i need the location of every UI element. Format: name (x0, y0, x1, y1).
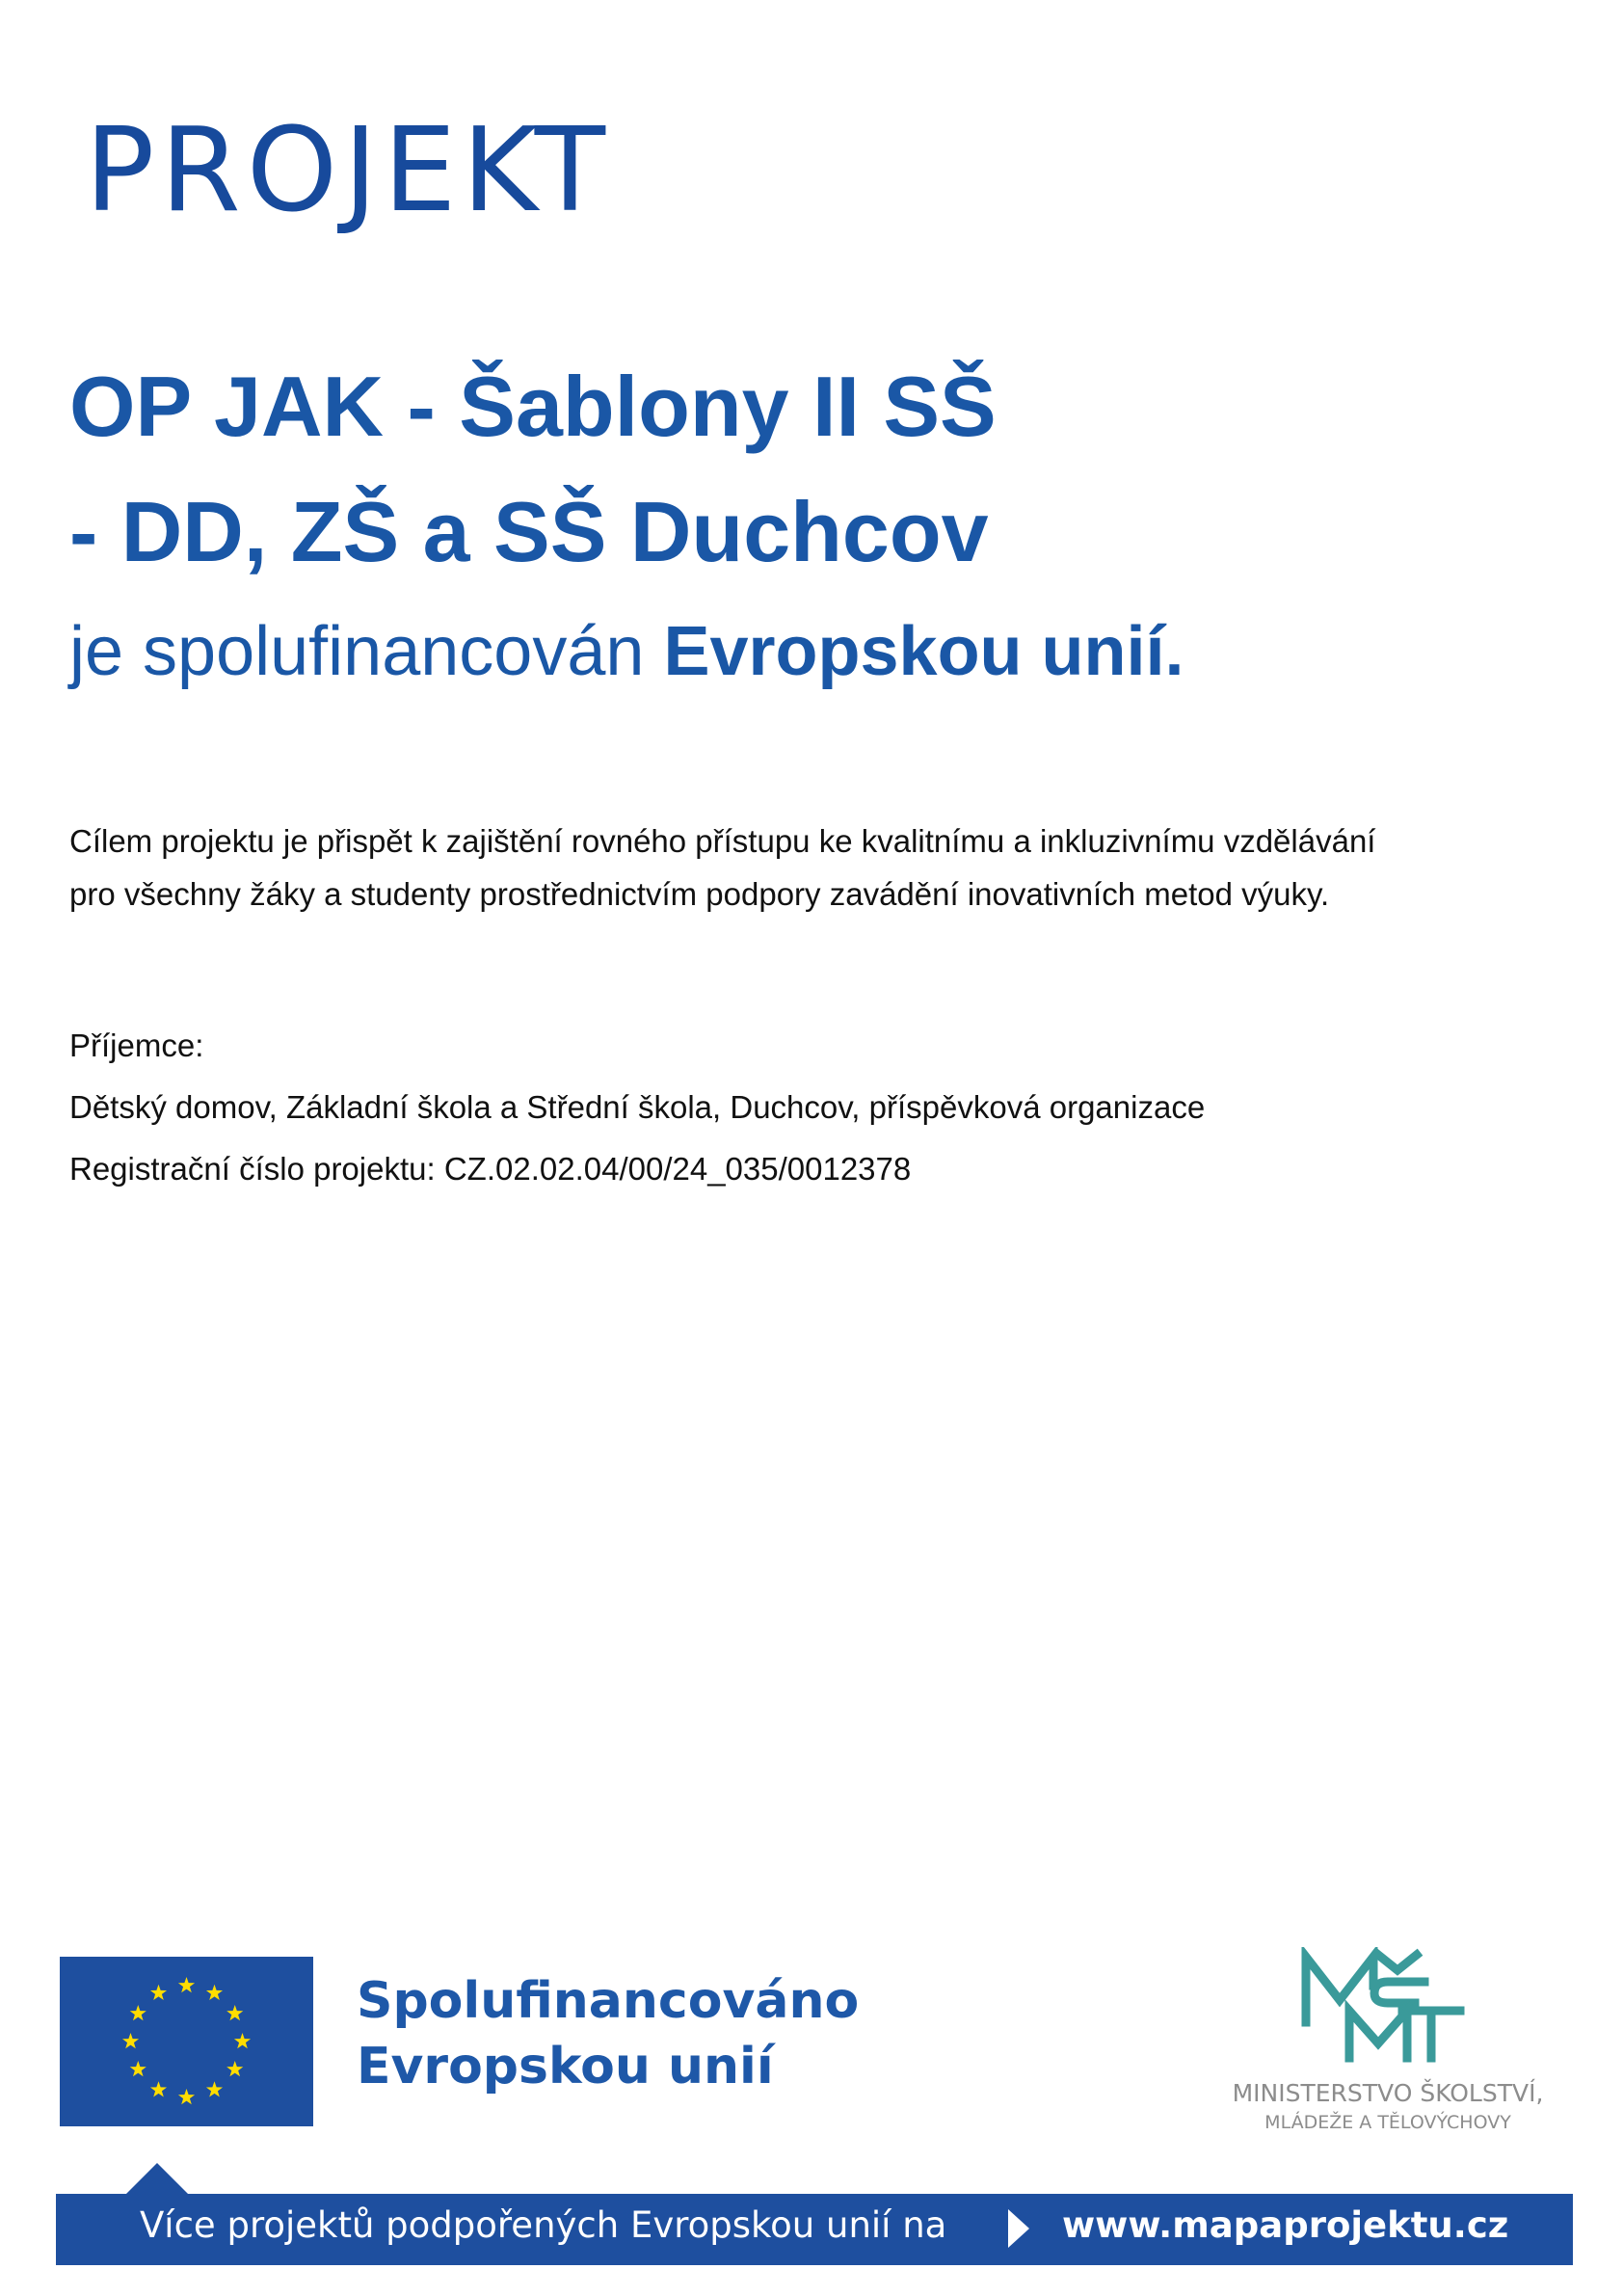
msmt-text-line-2: MLÁDEŽE A TĚLOVÝCHOVY (1264, 2112, 1511, 2133)
msmt-monogram-icon (1306, 1955, 1460, 2058)
registration-number: Registrační číslo projektu: CZ.02.02.04/00/24_035/0012378 (69, 1151, 912, 1187)
banner-url-link[interactable]: www.mapaprojektu.cz (1062, 2204, 1509, 2246)
subtitle-bold: Evropskou unií. (663, 613, 1184, 690)
eu-flag-icon (60, 1957, 313, 2126)
recipient-label: Příjemce: (69, 1028, 204, 1063)
goal-line-1: Cílem projektu je přispět k zajištění rovného přístupu ke kvalitnímu a inkluzivnímu vzdělávání (69, 823, 1376, 859)
projekt-heading: PROJEKT (85, 104, 612, 238)
goal-line-2: pro všechny žáky a studenty prostřednictvím podpory zavádění inovativních metod výuky. (69, 876, 1330, 912)
eu-text-line-1: Spolufinancováno (357, 1972, 860, 2030)
msmt-logo (1195, 1947, 1581, 2140)
title-line-1: OP JAK - Šablony II SŠ (69, 359, 997, 454)
title-line-2: - DD, ZŠ a SŠ Duchcov (69, 484, 989, 579)
recipient-name: Dětský domov, Základní škola a Střední škola, Duchcov, příspěvková organizace (69, 1089, 1206, 1125)
subtitle-regular: je spolufinancován (69, 613, 664, 690)
msmt-text-line-1: MINISTERSTVO ŠKOLSTVÍ, (1232, 2079, 1544, 2107)
subtitle (69, 613, 1184, 690)
project-goal (69, 814, 1573, 921)
eu-text-line-2: Evropskou unií (357, 2038, 774, 2096)
banner-arrow-icon (1008, 2209, 1029, 2248)
banner-notch (125, 2163, 189, 2195)
eu-cofunded-text (357, 1968, 859, 2099)
banner-text: Více projektů podpořených Evropskou unií na (140, 2204, 947, 2246)
